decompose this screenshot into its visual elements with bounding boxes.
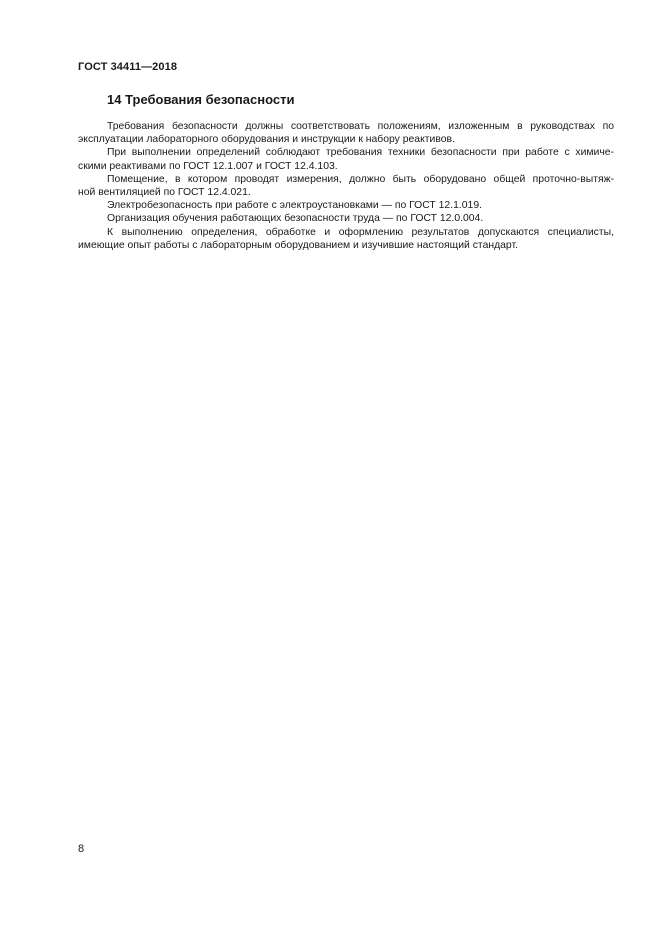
paragraph-safety-training bbox=[78, 212, 614, 225]
paragraph-line: Организация обучения работающих безопасности труда — по ГОСТ 12.0.004. bbox=[107, 213, 484, 225]
paragraph-line: Электробезопасность при работе с электроустановками — по ГОСТ 12.1.019. bbox=[107, 200, 482, 212]
paragraph-ventilation bbox=[78, 173, 614, 199]
paragraph-lab-equipment bbox=[78, 120, 614, 146]
paragraph-personnel-admission bbox=[78, 226, 614, 252]
paragraph-chemical-safety bbox=[78, 146, 614, 172]
paragraph-line: эксплуатации лабораторного оборудования и инструкции к набору реактивов. bbox=[78, 134, 455, 146]
document-header-standard-code: ГОСТ 34411—2018 bbox=[78, 61, 178, 73]
paragraph-electrical-safety bbox=[78, 199, 614, 212]
section-body bbox=[78, 120, 614, 252]
paragraph-line: При выполнении определений соблюдают требования техники безопасности при работе с химиче- bbox=[107, 147, 614, 159]
section-heading: 14 Требования безопасности bbox=[107, 92, 295, 107]
paragraph-line: Помещение, в котором проводят измерения, должно быть оборудовано общей проточно-вытяж- bbox=[107, 173, 614, 185]
paragraph-line: Требования безопасности должны соответствовать положениям, изложенным в руководствах по bbox=[107, 121, 614, 132]
paragraph-line: имеющие опыт работы с лабораторным оборудованием и изучившие настоящий стандарт. bbox=[78, 239, 518, 251]
paragraph-line: К выполнению определения, обработке и оформлению результатов допускаются специалисты, bbox=[107, 226, 614, 238]
paragraph-line: ной вентиляцией по ГОСТ 12.4.021. bbox=[78, 187, 251, 199]
paragraph-line: скими реактивами по ГОСТ 12.1.007 и ГОСТ 12.4.103. bbox=[78, 160, 338, 172]
page-number: 8 bbox=[78, 843, 85, 855]
